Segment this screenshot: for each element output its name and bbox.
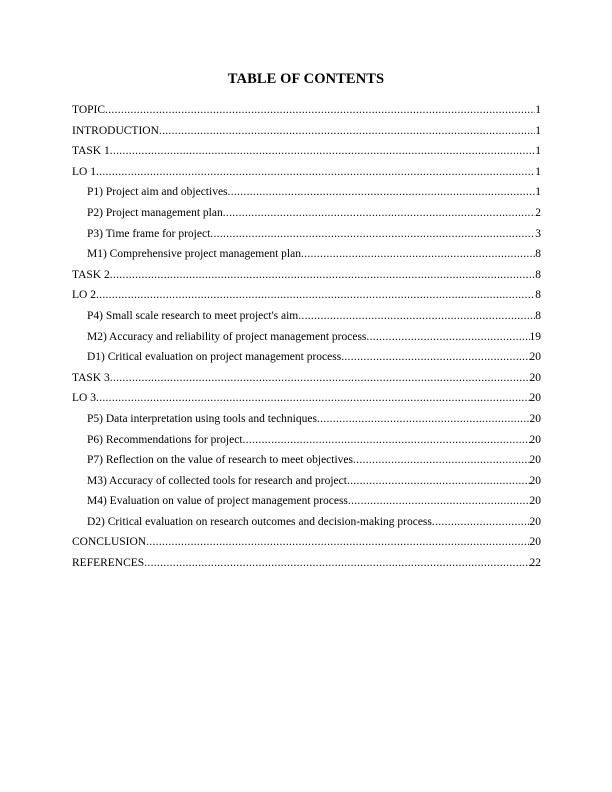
toc-entry[interactable]	[72, 121, 541, 142]
toc-entry-page-number: 20	[529, 474, 541, 487]
toc-entry-label: LO 3	[72, 392, 96, 405]
toc-entry-label: M3) Accuracy of collected tools for research and project	[87, 474, 347, 487]
toc-entry-label: P7) Reflection on the value of research to meet objectives	[87, 454, 353, 467]
toc-dot-leader	[432, 512, 530, 533]
toc-entry[interactable]	[72, 306, 541, 327]
toc-dot-leader	[144, 553, 529, 574]
toc-entry-label: P5) Data interpretation using tools and techniques	[87, 412, 317, 425]
toc-entry-label: LO 1	[72, 165, 96, 178]
toc-entry-label: D2) Critical evaluation on research outcomes and decision-making process	[87, 515, 432, 528]
toc-entry[interactable]	[72, 203, 541, 224]
toc-entry[interactable]	[72, 327, 541, 348]
toc-entry-page-number: 1	[535, 104, 541, 116]
toc-entry[interactable]	[72, 553, 541, 574]
toc-dot-leader	[317, 409, 530, 430]
toc-entry-page-number: 22	[529, 557, 541, 570]
toc-entry-page-number: 19	[529, 330, 541, 343]
toc-dot-leader	[347, 471, 530, 492]
toc-entry-label: P2) Project management plan	[87, 206, 223, 219]
toc-entry-label: TASK 2	[72, 268, 110, 281]
toc-entry[interactable]	[72, 244, 541, 265]
table-of-contents	[72, 100, 541, 574]
toc-entry-page-number: 8	[535, 289, 541, 302]
toc-entry-label: P1) Project aim and objectives	[87, 186, 228, 199]
toc-entry-label: M1) Comprehensive project management plan	[87, 248, 301, 261]
toc-entry-page-number: 1	[535, 186, 541, 199]
toc-entry-label: M2) Accuracy and reliability of project management process	[87, 330, 367, 343]
toc-entry[interactable]	[72, 491, 541, 512]
toc-entry-page-number: 20	[529, 515, 541, 528]
toc-entry-page-number: 20	[529, 412, 541, 425]
toc-dot-leader	[353, 450, 530, 471]
toc-entry-page-number: 1	[535, 145, 541, 158]
toc-entry[interactable]	[72, 368, 541, 389]
toc-entry-page-number: 1	[535, 165, 541, 178]
toc-entry-page-number: 20	[529, 371, 541, 384]
toc-dot-leader	[366, 327, 529, 348]
toc-dot-leader	[243, 430, 530, 451]
toc-dot-leader	[223, 203, 536, 224]
toc-entry[interactable]	[72, 409, 541, 430]
toc-entry-page-number: 20	[529, 433, 541, 446]
toc-entry-label: TOPIC	[72, 104, 106, 116]
toc-dot-leader	[228, 182, 536, 203]
toc-dot-leader	[96, 388, 530, 409]
toc-entry[interactable]	[72, 347, 541, 368]
toc-dot-leader	[341, 347, 529, 368]
toc-entry-page-number: 20	[529, 495, 541, 508]
toc-dot-leader	[110, 265, 536, 286]
toc-dot-leader	[159, 121, 535, 142]
toc-entry[interactable]	[72, 532, 541, 553]
toc-entry[interactable]	[72, 430, 541, 451]
toc-entry-label: TASK 1	[72, 145, 110, 158]
toc-entry[interactable]	[72, 182, 541, 203]
toc-entry[interactable]	[72, 141, 541, 162]
toc-entry-page-number: 2	[535, 206, 541, 219]
toc-entry-page-number: 20	[529, 351, 541, 364]
toc-entry-label: REFERENCES	[72, 557, 145, 570]
toc-entry-label: TASK 3	[72, 371, 110, 384]
toc-entry[interactable]	[72, 471, 541, 492]
toc-dot-leader	[110, 141, 536, 162]
toc-entry[interactable]	[72, 162, 541, 183]
toc-dot-leader	[348, 491, 530, 512]
toc-entry-label: INTRODUCTION	[72, 124, 159, 137]
toc-entry-page-number: 1	[535, 124, 541, 137]
toc-entry-page-number: 8	[535, 248, 541, 261]
toc-entry-label: LO 2	[72, 289, 96, 302]
toc-dot-leader	[96, 162, 535, 183]
toc-entry[interactable]	[72, 450, 541, 471]
toc-entry[interactable]	[72, 388, 541, 409]
toc-entry-page-number: 8	[535, 268, 541, 281]
toc-entry-page-number: 20	[529, 454, 541, 467]
toc-entry-page-number: 3	[535, 227, 541, 240]
toc-entry-page-number: 20	[529, 536, 541, 549]
toc-dot-leader	[105, 100, 535, 121]
toc-dot-leader	[298, 306, 535, 327]
toc-dot-leader	[96, 285, 535, 306]
toc-dot-leader	[301, 244, 535, 265]
toc-entry[interactable]	[72, 100, 541, 121]
toc-entry-label: P3) Time frame for project	[87, 227, 211, 240]
toc-entry[interactable]	[72, 265, 541, 286]
toc-dot-leader	[146, 532, 529, 553]
toc-dot-leader	[210, 224, 535, 245]
toc-entry[interactable]	[72, 285, 541, 306]
toc-entry[interactable]	[72, 224, 541, 245]
toc-entry-label: M4) Evaluation on value of project management process	[87, 495, 348, 508]
toc-entry[interactable]	[72, 512, 541, 533]
toc-entry-page-number: 20	[529, 392, 541, 405]
toc-entry-label: CONCLUSION	[72, 536, 147, 549]
toc-dot-leader	[110, 368, 530, 389]
toc-entry-label: P6) Recommendations for project	[87, 433, 243, 446]
toc-entry-label: D1) Critical evaluation on project management process	[87, 351, 342, 364]
toc-entry-page-number: 8	[535, 309, 541, 322]
toc-entry-label: P4) Small scale research to meet project's aim	[87, 309, 299, 322]
toc-heading: TABLE OF CONTENTS	[227, 71, 385, 87]
